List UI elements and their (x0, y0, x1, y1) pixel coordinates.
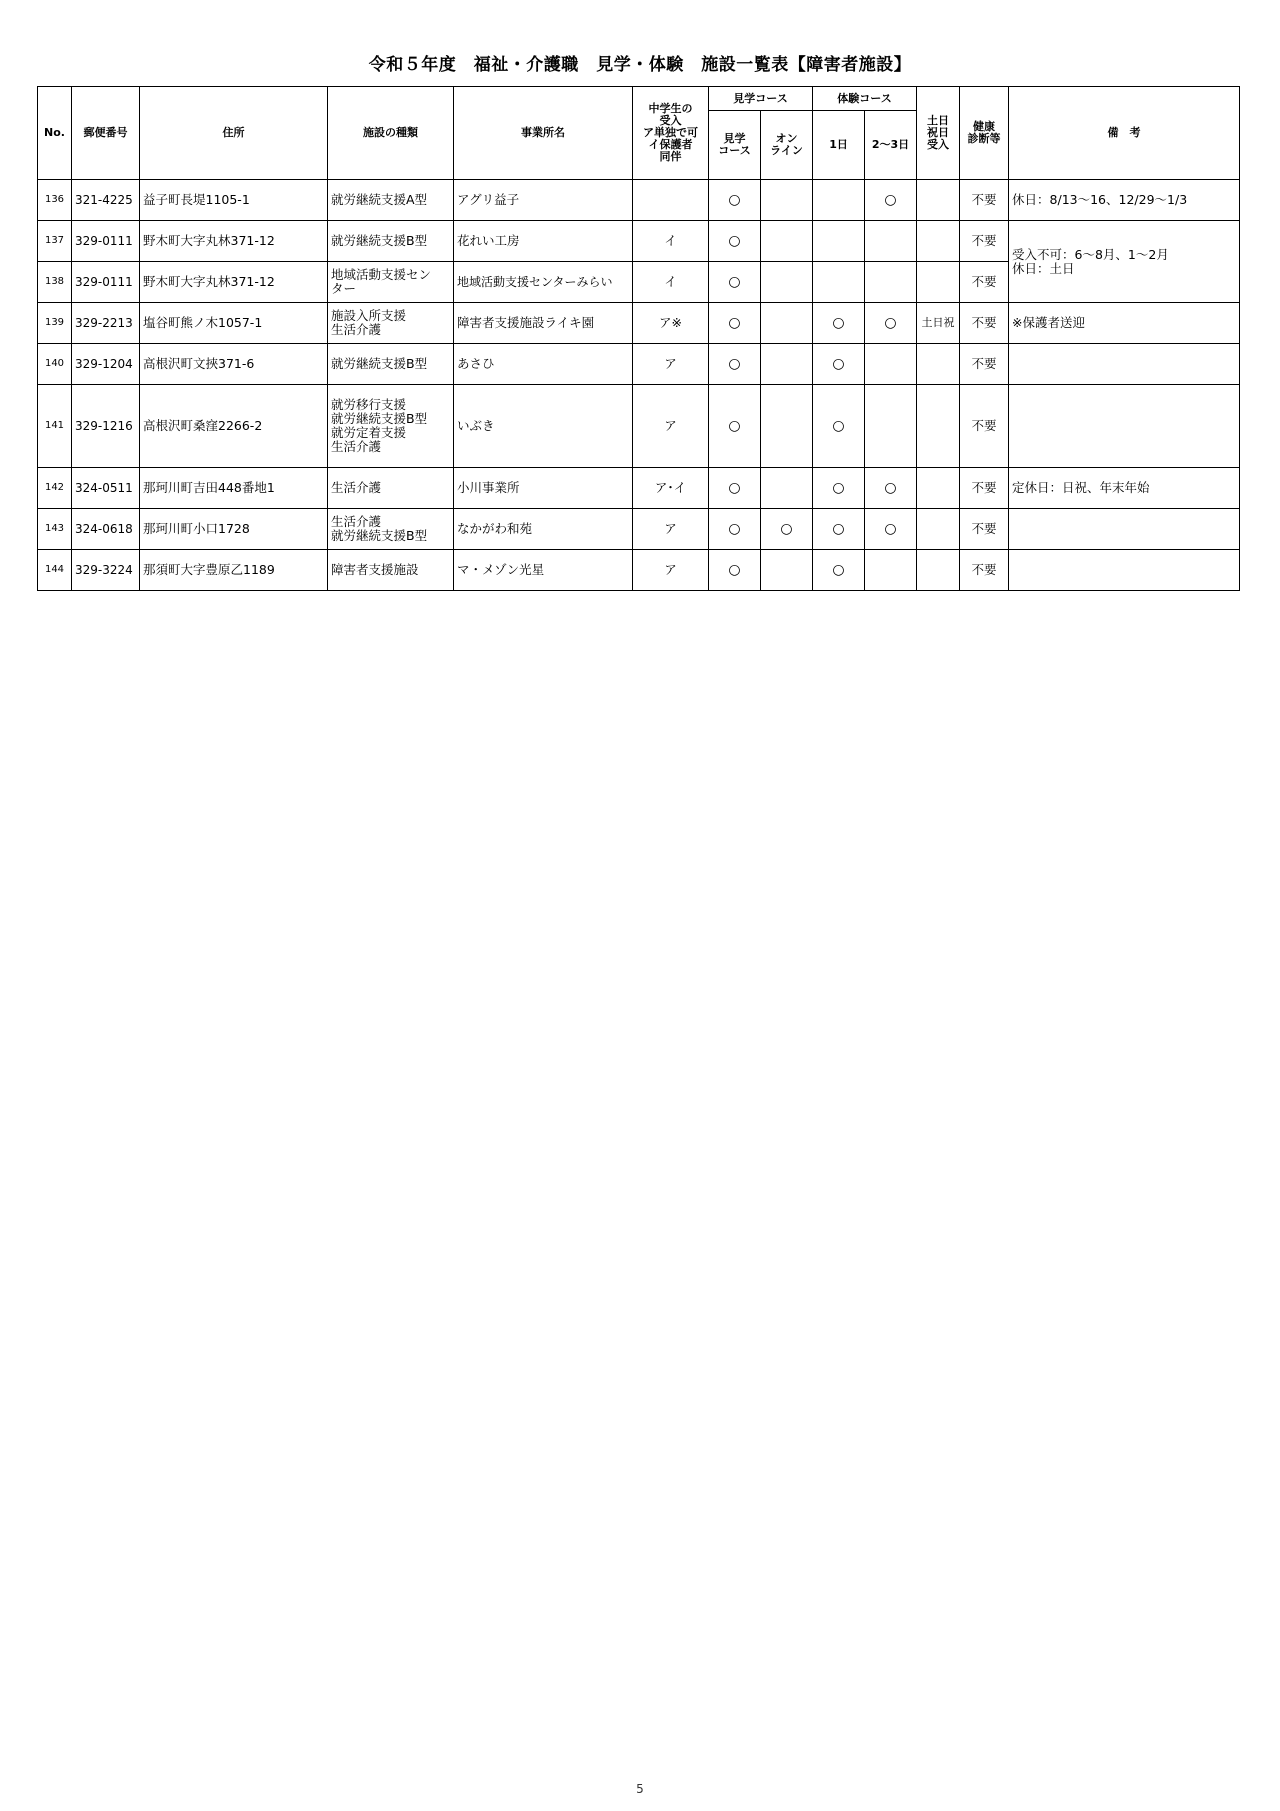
cell-junior-high: ア※ (633, 303, 709, 344)
cell-address: 塩谷町熊ノ木1057-1 (140, 303, 328, 344)
cell-postal: 324-0511 (72, 468, 140, 509)
cell-one-day: ○ (813, 303, 865, 344)
cell-weekend (917, 385, 960, 468)
cell-address: 高根沢町文挾371-6 (140, 344, 328, 385)
cell-office-name: あさひ (454, 344, 633, 385)
cell-postal: 324-0618 (72, 509, 140, 550)
cell-one-day: ○ (813, 385, 865, 468)
cell-facility-type: 就労移行支援 就労継続支援B型 就労定着支援 生活介護 (328, 385, 454, 468)
cell-health-check: 不要 (960, 262, 1009, 303)
cell-weekend (917, 262, 960, 303)
cell-two-three-days: ○ (865, 303, 917, 344)
cell-two-three-days (865, 221, 917, 262)
cell-online (761, 385, 813, 468)
cell-online (761, 262, 813, 303)
page-title: 令和５年度 福祉・介護職 見学・体験 施設一覧表【障害者施設】 (368, 55, 912, 75)
table-row (38, 180, 1240, 221)
header-postal: 郵便番号 (72, 87, 140, 180)
cell-online (761, 221, 813, 262)
cell-postal: 329-2213 (72, 303, 140, 344)
cell-postal: 329-3224 (72, 550, 140, 591)
table-row (38, 344, 1240, 385)
page-number: 5 (636, 1782, 644, 1796)
header-junior-high: 中学生の 受入 ア単独で可 イ保護者 同伴 (633, 87, 709, 180)
cell-two-three-days (865, 550, 917, 591)
cell-one-day: ○ (813, 550, 865, 591)
cell-no: 143 (38, 509, 72, 550)
cell-tour: ○ (709, 303, 761, 344)
cell-facility-type: 障害者支援施設 (328, 550, 454, 591)
cell-junior-high: イ (633, 262, 709, 303)
cell-one-day (813, 221, 865, 262)
cell-two-three-days (865, 344, 917, 385)
cell-facility-type: 施設入所支援 生活介護 (328, 303, 454, 344)
cell-remarks: 受入不可：6～8月、1～2月 休日：土日 (1009, 221, 1240, 303)
cell-two-three-days: ○ (865, 468, 917, 509)
header-remarks: 備 考 (1009, 87, 1240, 180)
cell-weekend: 土日祝 (917, 303, 960, 344)
cell-office-name: 障害者支援施設ライキ園 (454, 303, 633, 344)
cell-office-name: なかがわ和苑 (454, 509, 633, 550)
cell-facility-type: 生活介護 就労継続支援B型 (328, 509, 454, 550)
table-row (38, 303, 1240, 344)
cell-tour: ○ (709, 550, 761, 591)
header-online: オン ライン (761, 111, 813, 180)
cell-health-check: 不要 (960, 344, 1009, 385)
cell-junior-high: ア (633, 385, 709, 468)
cell-tour: ○ (709, 509, 761, 550)
cell-one-day: ○ (813, 344, 865, 385)
header-weekend: 土日 祝日 受入 (917, 87, 960, 180)
cell-remarks: ※保護者送迎 (1009, 303, 1240, 344)
cell-one-day: ○ (813, 509, 865, 550)
header-tour: 見学 コース (709, 111, 761, 180)
header-no: No. (38, 87, 72, 180)
cell-office-name: 地域活動支援センターみらい (454, 262, 633, 303)
header-facility-type: 施設の種類 (328, 87, 454, 180)
cell-office-name: マ・メゾン光星 (454, 550, 633, 591)
cell-remarks (1009, 344, 1240, 385)
cell-no: 138 (38, 262, 72, 303)
cell-tour: ○ (709, 262, 761, 303)
cell-health-check: 不要 (960, 509, 1009, 550)
cell-facility-type: 就労継続支援A型 (328, 180, 454, 221)
cell-remarks (1009, 509, 1240, 550)
cell-office-name: 花れい工房 (454, 221, 633, 262)
cell-facility-type: 地域活動支援セン ター (328, 262, 454, 303)
cell-health-check: 不要 (960, 385, 1009, 468)
cell-online: ○ (761, 509, 813, 550)
cell-online (761, 180, 813, 221)
cell-health-check: 不要 (960, 180, 1009, 221)
cell-no: 141 (38, 385, 72, 468)
header-office-name: 事業所名 (454, 87, 633, 180)
cell-address: 那須町大字豊原乙1189 (140, 550, 328, 591)
cell-no: 136 (38, 180, 72, 221)
cell-address: 野木町大字丸林371-12 (140, 262, 328, 303)
cell-address: 益子町長堤1105-1 (140, 180, 328, 221)
table-row (38, 221, 1240, 262)
header-two-three-days: 2～3日 (865, 111, 917, 180)
cell-two-three-days: ○ (865, 180, 917, 221)
header-address: 住所 (140, 87, 328, 180)
cell-no: 137 (38, 221, 72, 262)
cell-weekend (917, 180, 960, 221)
cell-tour: ○ (709, 468, 761, 509)
cell-postal: 329-0111 (72, 262, 140, 303)
cell-tour: ○ (709, 344, 761, 385)
table-header (38, 87, 1240, 180)
cell-tour: ○ (709, 180, 761, 221)
cell-junior-high: ア (633, 344, 709, 385)
cell-facility-type: 就労継続支援B型 (328, 344, 454, 385)
cell-one-day: ○ (813, 468, 865, 509)
cell-one-day (813, 262, 865, 303)
cell-health-check: 不要 (960, 468, 1009, 509)
cell-online (761, 303, 813, 344)
facility-table (37, 86, 1240, 591)
cell-health-check: 不要 (960, 550, 1009, 591)
cell-remarks: 休日：8/13～16、12/29～1/3 (1009, 180, 1240, 221)
cell-online (761, 550, 813, 591)
cell-postal: 329-0111 (72, 221, 140, 262)
cell-online (761, 344, 813, 385)
cell-junior-high: ア･イ (633, 468, 709, 509)
cell-remarks (1009, 385, 1240, 468)
header-health-check: 健康 診断等 (960, 87, 1009, 180)
header-tour-course: 見学コース (709, 87, 813, 111)
cell-weekend (917, 344, 960, 385)
cell-junior-high: ア (633, 550, 709, 591)
cell-junior-high (633, 180, 709, 221)
header-experience-course: 体験コース (813, 87, 917, 111)
cell-one-day (813, 180, 865, 221)
cell-office-name: 小川事業所 (454, 468, 633, 509)
cell-address: 那珂川町吉田448番地1 (140, 468, 328, 509)
cell-health-check: 不要 (960, 221, 1009, 262)
cell-remarks: 定休日：日祝、年末年始 (1009, 468, 1240, 509)
cell-junior-high: イ (633, 221, 709, 262)
cell-weekend (917, 221, 960, 262)
cell-weekend (917, 550, 960, 591)
cell-facility-type: 就労継続支援B型 (328, 221, 454, 262)
cell-tour: ○ (709, 385, 761, 468)
cell-junior-high: ア (633, 509, 709, 550)
cell-postal: 329-1216 (72, 385, 140, 468)
cell-health-check: 不要 (960, 303, 1009, 344)
header-one-day: 1日 (813, 111, 865, 180)
cell-tour: ○ (709, 221, 761, 262)
cell-postal: 321-4225 (72, 180, 140, 221)
cell-no: 140 (38, 344, 72, 385)
cell-no: 139 (38, 303, 72, 344)
cell-online (761, 468, 813, 509)
cell-no: 142 (38, 468, 72, 509)
table-row (38, 550, 1240, 591)
cell-weekend (917, 509, 960, 550)
cell-two-three-days (865, 262, 917, 303)
cell-address: 那珂川町小口1728 (140, 509, 328, 550)
cell-address: 野木町大字丸林371-12 (140, 221, 328, 262)
table-row (38, 509, 1240, 550)
cell-office-name: いぶき (454, 385, 633, 468)
table-body (38, 180, 1240, 591)
table-row (38, 385, 1240, 468)
cell-address: 高根沢町桑窪2266-2 (140, 385, 328, 468)
cell-postal: 329-1204 (72, 344, 140, 385)
cell-office-name: アグリ益子 (454, 180, 633, 221)
cell-two-three-days (865, 385, 917, 468)
table-row (38, 468, 1240, 509)
cell-no: 144 (38, 550, 72, 591)
cell-two-three-days: ○ (865, 509, 917, 550)
cell-weekend (917, 468, 960, 509)
cell-remarks (1009, 550, 1240, 591)
cell-facility-type: 生活介護 (328, 468, 454, 509)
